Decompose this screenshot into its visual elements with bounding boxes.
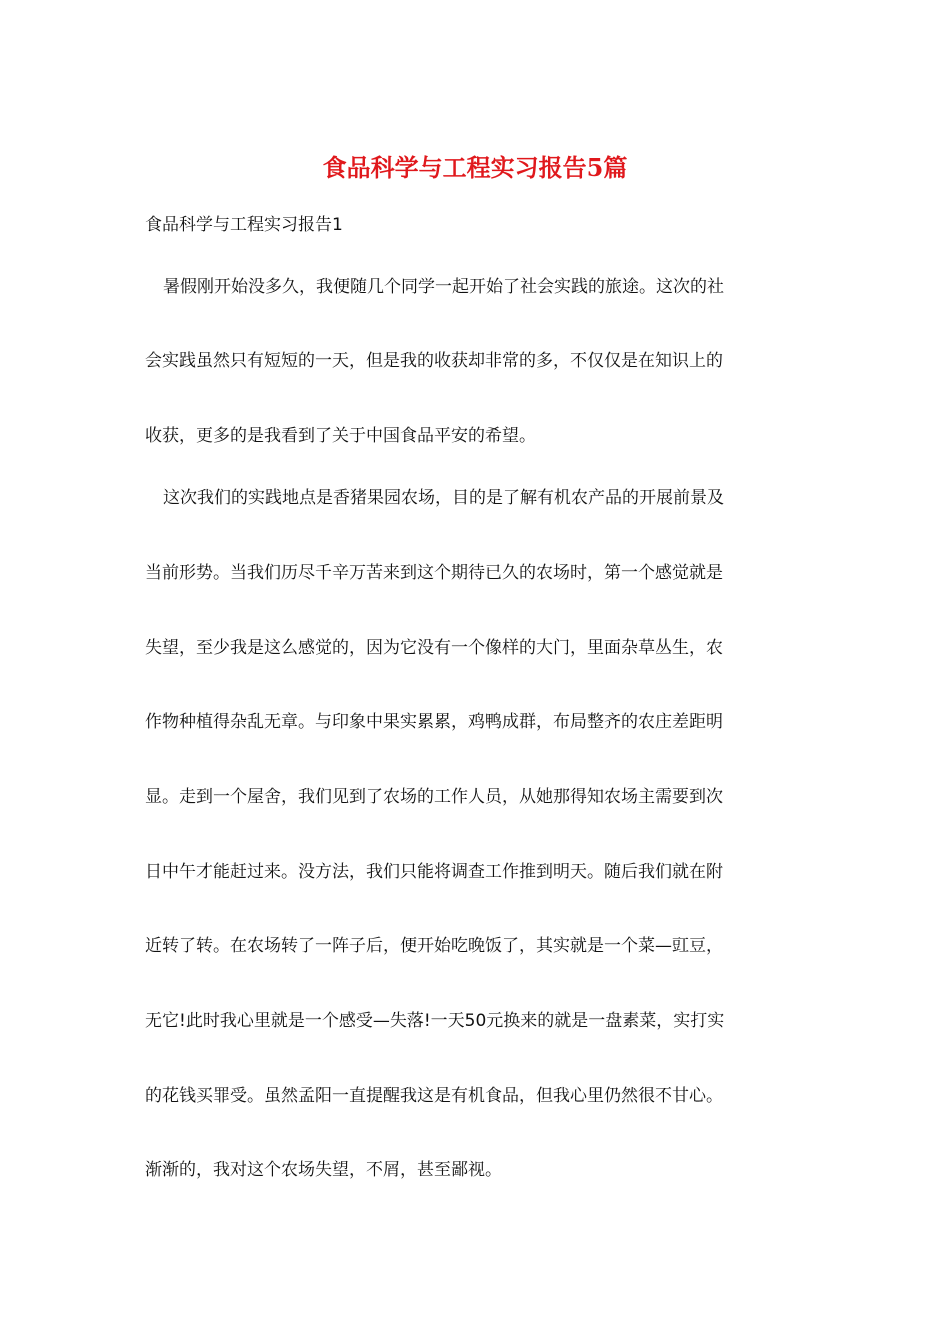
paragraph-line: 近转了转。在农场转了一阵子后，便开始吃晚饭了，其实就是一个菜—豇豆，	[145, 936, 723, 956]
paragraph-line: 失望，至少我是这么感觉的，因为它没有一个像样的大门，里面杂草丛生，农	[145, 638, 723, 658]
paragraph-line: 无它!此时我心里就是一个感受—失落!一天50元换来的就是一盘素菜，实打实	[145, 1011, 725, 1031]
paragraph-line: 会实践虽然只有短短的一天，但是我的收获却非常的多，不仅仅是在知识上的	[145, 351, 723, 371]
document-title: 食品科学与工程实习报告5篇	[322, 153, 628, 182]
section-heading: 食品科学与工程实习报告1	[145, 215, 343, 235]
paragraph-line: 这次我们的实践地点是香猪果园农场，目的是了解有机农产品的开展前景及	[163, 488, 724, 508]
paragraph-line: 的花钱买罪受。虽然孟阳一直提醒我这是有机食品，但我心里仍然很不甘心。	[145, 1086, 723, 1106]
paragraph-line: 渐渐的，我对这个农场失望，不屑，甚至鄙视。	[145, 1160, 502, 1180]
paragraph-line: 显。走到一个屋舍，我们见到了农场的工作人员，从她那得知农场主需要到次	[145, 787, 723, 807]
paragraph-line: 暑假刚开始没多久，我便随几个同学一起开始了社会实践的旅途。这次的社	[163, 277, 724, 297]
paragraph-line: 收获，更多的是我看到了关于中国食品平安的希望。	[145, 426, 536, 446]
paragraph-line: 当前形势。当我们历尽千辛万苦来到这个期待已久的农场时，第一个感觉就是	[145, 563, 723, 583]
paragraph-line: 作物种植得杂乱无章。与印象中果实累累，鸡鸭成群，布局整齐的农庄差距明	[145, 712, 723, 732]
paragraph-line: 日中午才能赶过来。没方法，我们只能将调查工作推到明天。随后我们就在附	[145, 862, 723, 882]
